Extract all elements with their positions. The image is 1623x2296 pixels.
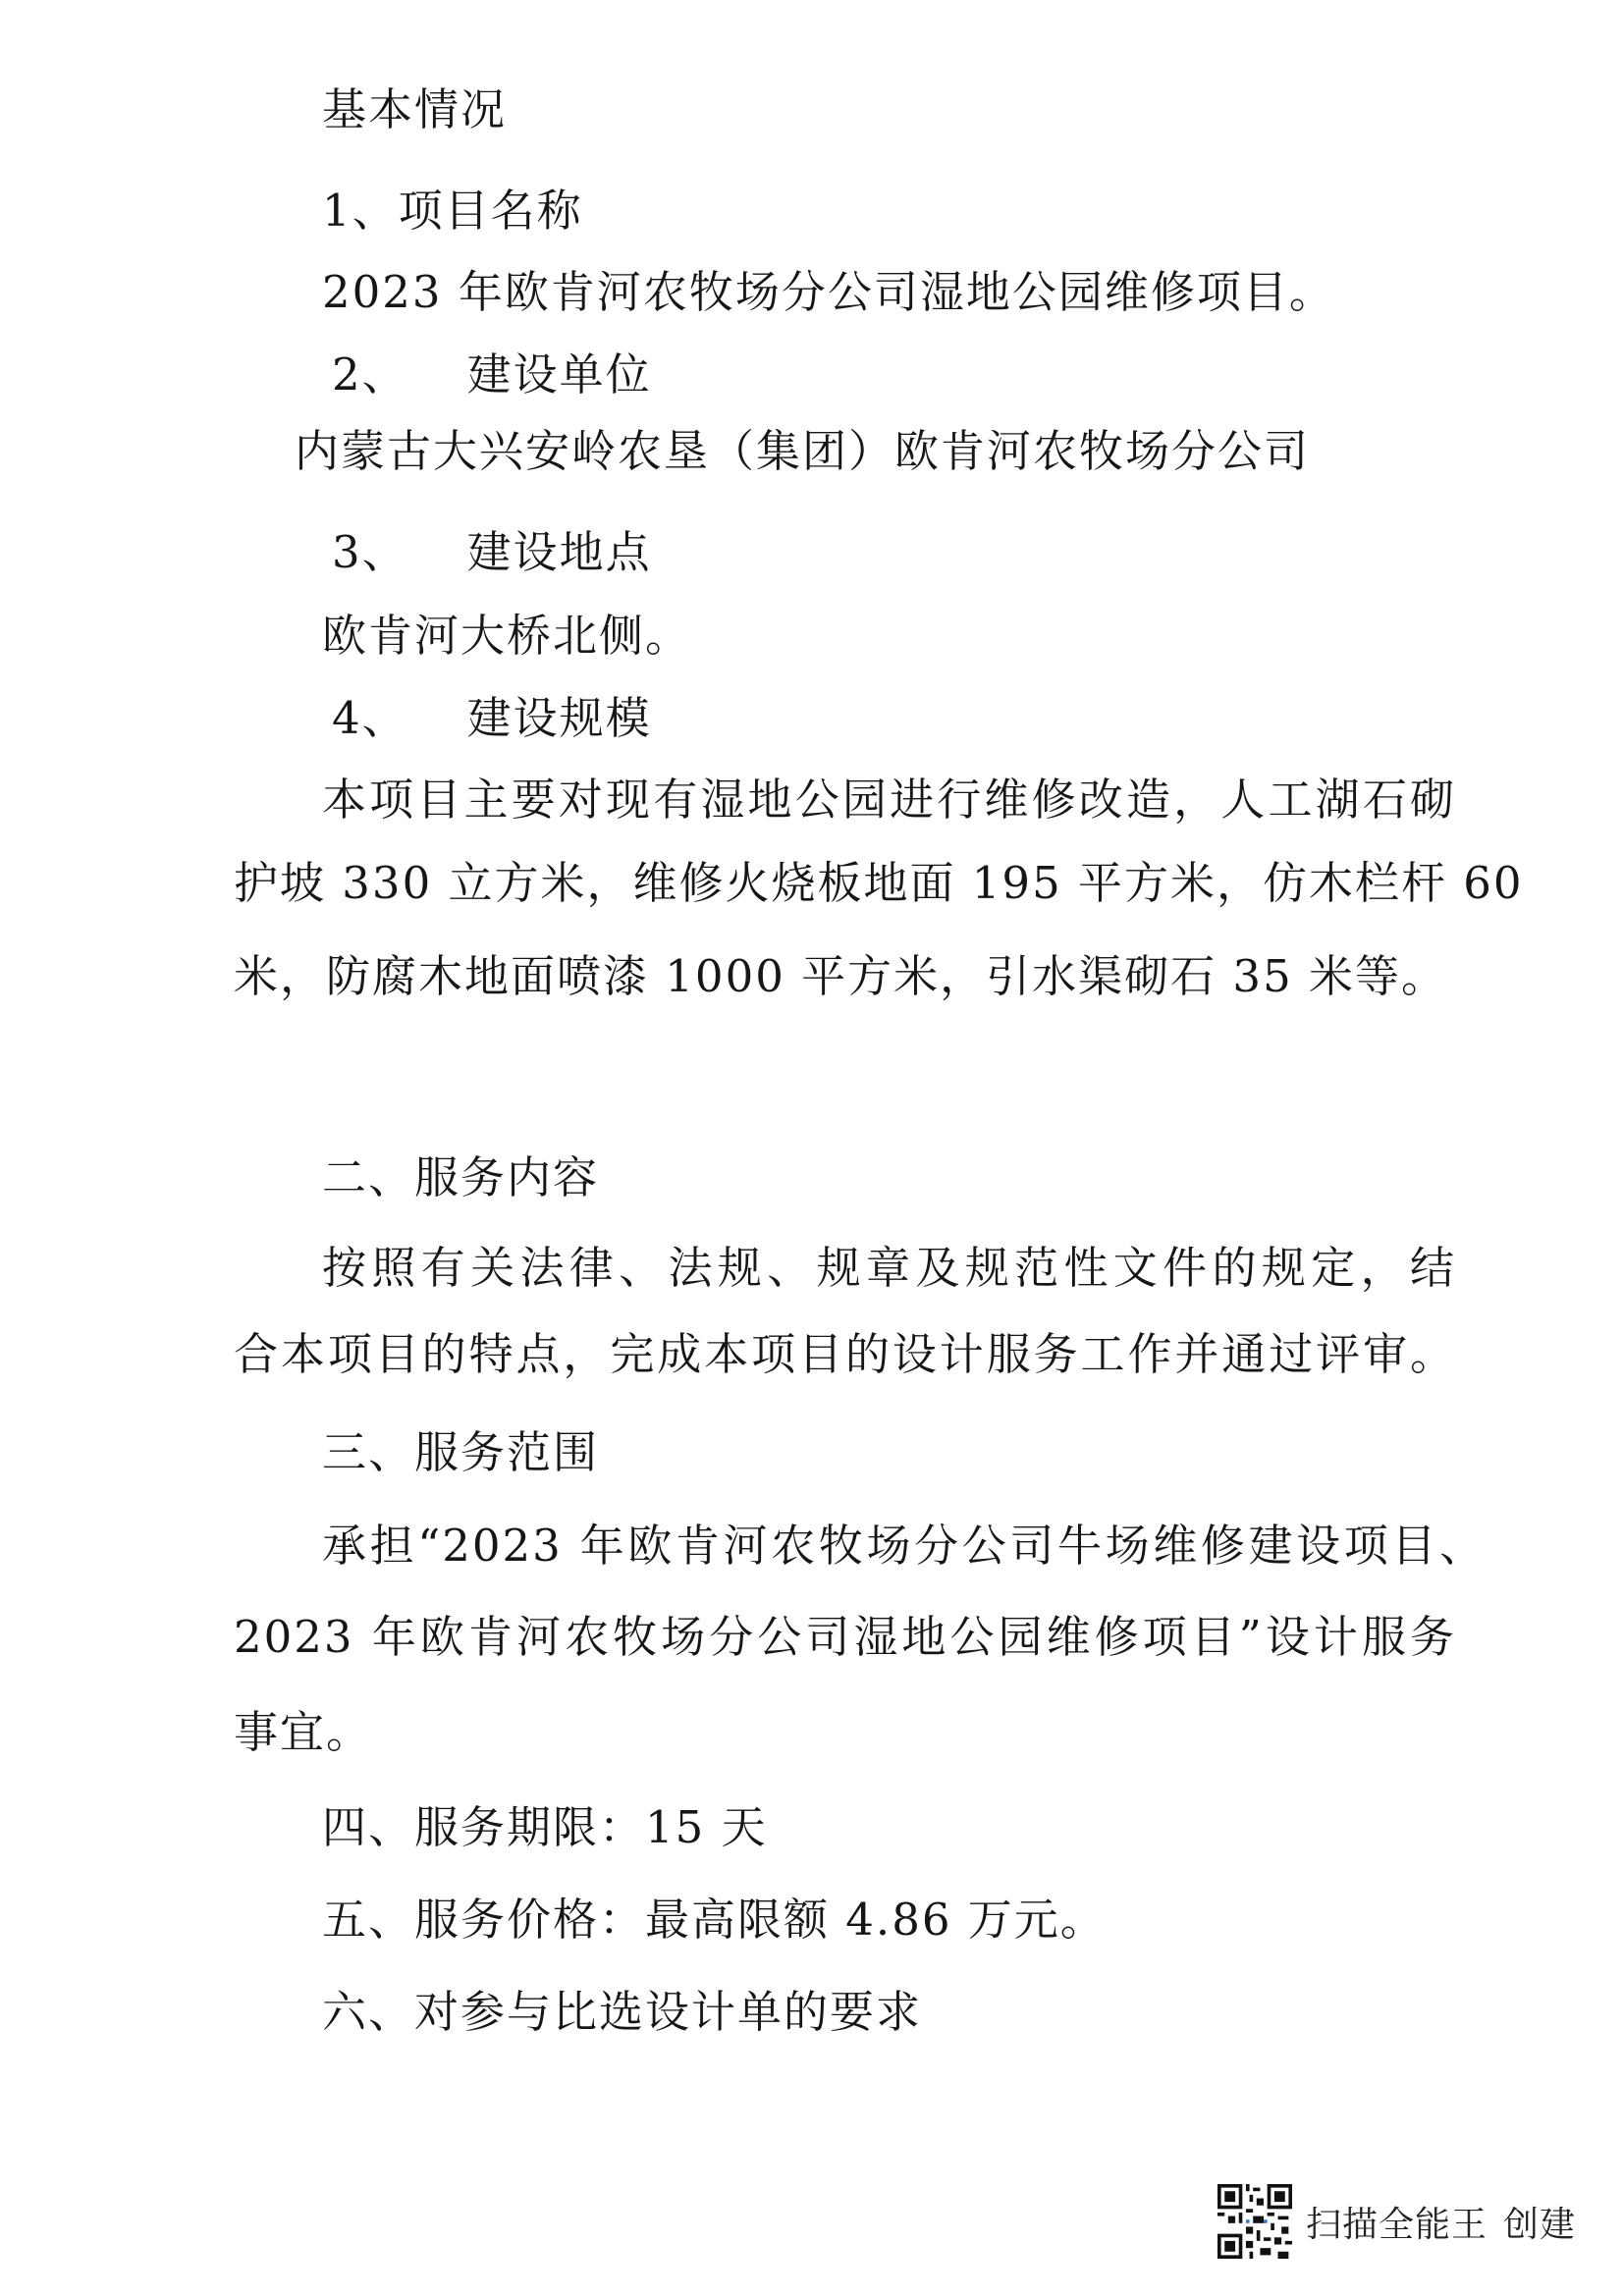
qr-code-icon <box>1217 2184 1292 2259</box>
section4-text: 四、服务期限：15 天 <box>322 1801 768 1853</box>
item2-label: 建设单位 <box>466 348 652 400</box>
watermark-text <box>1306 2197 1576 2247</box>
item1-text: 2023 年欧肯河农牧场分公司湿地公园维修项目。 <box>322 266 1335 318</box>
item2-number: 2、 <box>332 348 408 400</box>
item2-text: 内蒙古大兴安岭农垦（集团）欧肯河农牧场分公司 <box>295 425 1311 477</box>
item3-heading <box>332 523 652 582</box>
section3-line-3: 事宜。 <box>234 1706 373 1758</box>
item4-line-3: 米，防腐木地面喷漆 1000 平方米，引水渠砌石 35 米等。 <box>234 950 1448 1002</box>
section2-title: 二、服务内容 <box>322 1151 600 1203</box>
item1-label: 1、项目名称 <box>322 185 583 237</box>
section3-line-2: 2023 年欧肯河农牧场分公司湿地公园维修项目”设计服务 <box>234 1611 1456 1663</box>
item2-heading <box>332 346 652 404</box>
item4-number: 4、 <box>332 692 408 744</box>
item4-label: 建设规模 <box>466 692 652 744</box>
section3-line-1: 承担“2023 年欧肯河农牧场分公司牛场维修建设项目、 <box>322 1520 1486 1572</box>
section2-line-1: 按照有关法律、法规、规章及规范性文件的规定，结 <box>322 1242 1456 1294</box>
section2-line-2: 合本项目的特点，完成本项目的设计服务工作并通过评审。 <box>234 1328 1456 1380</box>
scanner-watermark <box>1217 2184 1576 2259</box>
created-label: 创建 <box>1503 2204 1577 2245</box>
section5-text: 五、服务价格：最高限额 4.86 万元。 <box>322 1894 1107 1946</box>
item4-heading <box>332 689 652 748</box>
item3-number: 3、 <box>332 526 408 578</box>
app-name: 扫描全能王 <box>1306 2204 1488 2245</box>
item4-line-2: 护坡 330 立方米，维修火烧板地面 195 平方米，仿木栏杆 60 <box>234 857 1524 909</box>
section3-title: 三、服务范围 <box>322 1426 600 1478</box>
heading-basic-info: 基本情况 <box>322 83 508 135</box>
section6-text: 六、对参与比选设计单的要求 <box>322 1986 923 2038</box>
item3-text: 欧肯河大桥北侧。 <box>322 610 692 662</box>
item3-label: 建设地点 <box>466 526 652 578</box>
item4-line-1: 本项目主要对现有湿地公园进行维修改造，人工湖石砌 <box>322 774 1456 826</box>
